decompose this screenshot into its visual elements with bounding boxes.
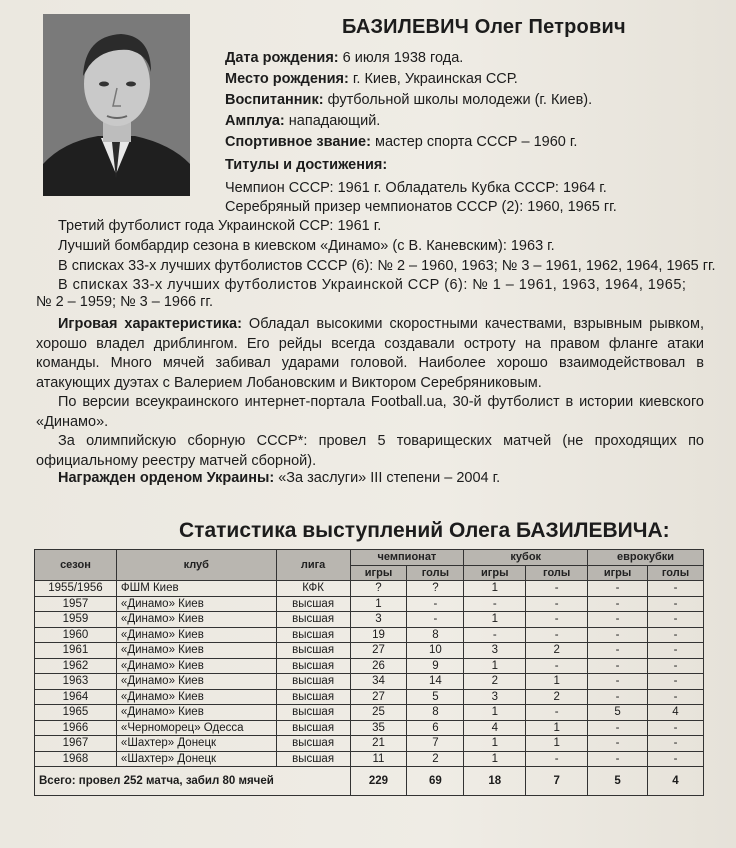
table-cell: - <box>526 596 588 612</box>
table-row <box>35 736 704 752</box>
table-cell: 5 <box>407 689 464 705</box>
table-cell: КФК <box>276 581 350 597</box>
olympic-note: За олимпийскую сборную СССР*: провел 5 товарищеских матчей (не проходящих по официальному реестру матчей сборной). <box>36 433 704 469</box>
table-cell: 27 <box>350 689 407 705</box>
table-cell: 27 <box>350 643 407 659</box>
header-eurocups: еврокубки <box>588 550 704 566</box>
stats-title: Статистика выступлений Олега БАЗИЛЕВИЧА: <box>179 519 670 542</box>
header-goals: голы <box>407 565 464 581</box>
table-row <box>35 612 704 628</box>
football-ua-note: По версии всеукраинского интернет-портала Football.ua, 30-й футболист в истории киевского «Динамо». <box>36 394 704 430</box>
table-cell: - <box>588 612 648 628</box>
table-cell: 1 <box>350 596 407 612</box>
header-games: игры <box>350 565 407 581</box>
table-cell: высшая <box>276 596 350 612</box>
table-cell: - <box>526 612 588 628</box>
table-cell: 11 <box>350 751 407 767</box>
table-cell: - <box>648 643 704 659</box>
person-name: БАЗИЛЕВИЧ Олег Петрович <box>342 16 626 38</box>
title-line: В списках 33-х лучших футболистов СССР (6): № 2 – 1960, 1963; № 3 – 1961, 1962, 1964, 1965 гг. <box>58 258 716 274</box>
title-line: Лучший бомбардир сезона в киевском «Динамо» (с В. Каневским): 1963 г. <box>58 238 555 254</box>
table-cell: - <box>588 689 648 705</box>
total-cell: 7 <box>526 767 588 796</box>
table-cell: 1966 <box>35 720 117 736</box>
table-cell: - <box>648 720 704 736</box>
table-cell: - <box>407 612 464 628</box>
table-cell: - <box>648 736 704 752</box>
table-cell: 1 <box>464 751 526 767</box>
table-cell: 25 <box>350 705 407 721</box>
total-label: Всего: провел 252 матча, забил 80 мячей <box>35 767 351 796</box>
table-cell: «Динамо» Киев <box>116 658 276 674</box>
table-cell: 34 <box>350 674 407 690</box>
table-cell: 6 <box>407 720 464 736</box>
table-cell: - <box>526 658 588 674</box>
table-cell: «Динамо» Киев <box>116 627 276 643</box>
table-header-row <box>35 550 704 566</box>
table-cell: - <box>407 596 464 612</box>
award-text: «За заслуги» III степени – 2004 г. <box>274 470 501 486</box>
table-cell: 1961 <box>35 643 117 659</box>
table-cell: 1 <box>526 736 588 752</box>
table-cell: 3 <box>464 643 526 659</box>
total-cell: 229 <box>350 767 407 796</box>
table-row <box>35 643 704 659</box>
table-cell: высшая <box>276 736 350 752</box>
table-cell: «Динамо» Киев <box>116 689 276 705</box>
table-cell: высшая <box>276 705 350 721</box>
table-cell: 1955/1956 <box>35 581 117 597</box>
table-cell: 21 <box>350 736 407 752</box>
total-cell: 5 <box>588 767 648 796</box>
table-cell: 1965 <box>35 705 117 721</box>
title-line: В списках 33-х лучших футболистов Украинской ССР (6): № 1 – 1961, 1963, 1964, 1965; <box>58 277 687 293</box>
table-cell: - <box>648 674 704 690</box>
table-cell: - <box>588 596 648 612</box>
table-cell: «Шахтер» Донецк <box>116 736 276 752</box>
table-cell: высшая <box>276 658 350 674</box>
table-cell: высшая <box>276 751 350 767</box>
table-cell: «Черноморец» Одесса <box>116 720 276 736</box>
table-cell: - <box>464 627 526 643</box>
table-cell: «Динамо» Киев <box>116 612 276 628</box>
table-cell: 7 <box>407 736 464 752</box>
total-cell: 18 <box>464 767 526 796</box>
table-cell: 1 <box>464 612 526 628</box>
table-cell: 3 <box>464 689 526 705</box>
header-club: клуб <box>116 550 276 581</box>
table-cell: 1967 <box>35 736 117 752</box>
header-cup: кубок <box>464 550 588 566</box>
table-cell: 8 <box>407 627 464 643</box>
title-line: № 2 – 1959; № 3 – 1966 гг. <box>36 294 213 310</box>
header-games: игры <box>588 565 648 581</box>
table-cell: высшая <box>276 643 350 659</box>
info-school: Воспитанник: футбольной школы молодежи (г. Киев). <box>225 92 593 108</box>
header-league: лига <box>276 550 350 581</box>
total-cell: 69 <box>407 767 464 796</box>
stats-table <box>34 549 704 796</box>
total-cell: 4 <box>648 767 704 796</box>
table-cell: ? <box>350 581 407 597</box>
table-cell: 1964 <box>35 689 117 705</box>
table-row <box>35 581 704 597</box>
table-cell: 1963 <box>35 674 117 690</box>
table-cell: 1968 <box>35 751 117 767</box>
header-games: игры <box>464 565 526 581</box>
table-row <box>35 751 704 767</box>
table-row <box>35 658 704 674</box>
header-championship: чемпионат <box>350 550 464 566</box>
table-cell: - <box>588 751 648 767</box>
table-cell: 35 <box>350 720 407 736</box>
table-cell: «Шахтер» Донецк <box>116 751 276 767</box>
table-row <box>35 720 704 736</box>
table-row <box>35 674 704 690</box>
award-label: Награжден орденом Украины: <box>58 470 275 486</box>
table-cell: высшая <box>276 612 350 628</box>
table-cell: 2 <box>407 751 464 767</box>
title-line: Чемпион СССР: 1961 г. Обладатель Кубка СССР: 1964 г. <box>225 180 607 196</box>
table-cell: 3 <box>350 612 407 628</box>
table-cell: - <box>588 581 648 597</box>
table-cell: 1959 <box>35 612 117 628</box>
table-cell: 14 <box>407 674 464 690</box>
table-cell: - <box>648 689 704 705</box>
table-cell: 1962 <box>35 658 117 674</box>
table-cell: - <box>588 658 648 674</box>
table-cell: 2 <box>464 674 526 690</box>
info-birth-date: Дата рождения: 6 июля 1938 года. <box>225 50 464 66</box>
table-cell: 1957 <box>35 596 117 612</box>
table-cell: «Динамо» Киев <box>116 596 276 612</box>
table-cell: 1 <box>464 581 526 597</box>
info-birth-place: Место рождения: г. Киев, Украинская ССР. <box>225 71 518 87</box>
award-note <box>36 469 704 489</box>
table-cell: высшая <box>276 689 350 705</box>
table-cell: 26 <box>350 658 407 674</box>
info-sport-title: Спортивное звание: мастер спорта СССР – 1960 г. <box>225 134 578 150</box>
table-cell: «Динамо» Киев <box>116 705 276 721</box>
table-cell: - <box>648 581 704 597</box>
table-cell: 4 <box>464 720 526 736</box>
table-total-row <box>35 767 704 796</box>
table-cell: 8 <box>407 705 464 721</box>
table-cell: - <box>588 627 648 643</box>
table-cell: высшая <box>276 627 350 643</box>
characteristic-label: Игровая характеристика: <box>58 316 242 332</box>
table-cell: ? <box>407 581 464 597</box>
table-cell: высшая <box>276 674 350 690</box>
table-cell: 2 <box>526 643 588 659</box>
table-row <box>35 596 704 612</box>
info-position: Амплуа: нападающий. <box>225 113 381 129</box>
table-cell: ФШМ Киев <box>116 581 276 597</box>
table-cell: 19 <box>350 627 407 643</box>
table-cell: - <box>648 658 704 674</box>
table-cell: 1 <box>464 705 526 721</box>
table-cell: «Динамо» Киев <box>116 643 276 659</box>
table-cell: 4 <box>648 705 704 721</box>
header-season: сезон <box>35 550 117 581</box>
playing-characteristic <box>36 315 704 393</box>
table-cell: 1 <box>526 720 588 736</box>
table-cell: - <box>648 612 704 628</box>
table-row <box>35 689 704 705</box>
title-line: Третий футболист года Украинской ССР: 1961 г. <box>58 218 382 234</box>
table-cell: - <box>526 581 588 597</box>
table-cell: - <box>526 627 588 643</box>
table-cell: - <box>526 751 588 767</box>
table-cell: 1960 <box>35 627 117 643</box>
characteristic-text: Обладал высокими скоростными качествами, взрывным рывком, хорошо владел дриблингом. Его рейды всегда создавали остроту на правом фланге атаки команды. Много мячей забивал ударами головой. Наиболее хорошо взаимодействовал в атакующих дуэтах с Валерием Лобановским и Виктором Серебряниковым. <box>36 316 704 391</box>
table-cell: 1 <box>526 674 588 690</box>
table-cell: «Динамо» Киев <box>116 674 276 690</box>
header-goals: голы <box>526 565 588 581</box>
table-cell: - <box>464 596 526 612</box>
table-cell: - <box>648 751 704 767</box>
personal-info <box>225 48 592 153</box>
table-cell: - <box>648 596 704 612</box>
table-cell: - <box>588 720 648 736</box>
header-goals: голы <box>648 565 704 581</box>
table-cell: 9 <box>407 658 464 674</box>
title-line: Серебряный призер чемпионатов СССР (2): 1960, 1965 гг. <box>225 199 617 215</box>
portrait-photo <box>43 14 190 196</box>
table-cell: 2 <box>526 689 588 705</box>
table-cell: - <box>588 736 648 752</box>
table-cell: 1 <box>464 736 526 752</box>
table-cell: - <box>588 643 648 659</box>
table-row <box>35 705 704 721</box>
table-cell: 5 <box>588 705 648 721</box>
table-cell: - <box>588 674 648 690</box>
table-cell: - <box>648 627 704 643</box>
titles-heading: Титулы и достижения: <box>225 157 388 173</box>
table-cell: 10 <box>407 643 464 659</box>
table-cell: 1 <box>464 658 526 674</box>
table-cell: высшая <box>276 720 350 736</box>
table-cell: - <box>526 705 588 721</box>
table-row <box>35 627 704 643</box>
